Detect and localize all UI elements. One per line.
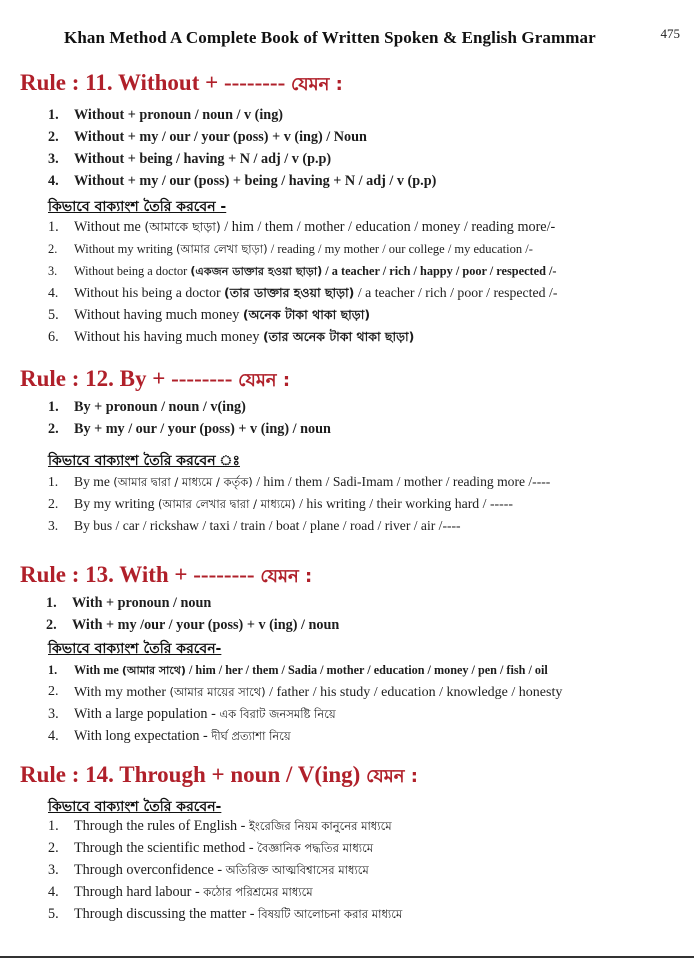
pattern-item: [48, 148, 436, 170]
pattern-text: By + my / our / your (poss) + v (ing) / noun: [74, 421, 331, 437]
item-number: 4.: [48, 173, 59, 189]
example-bn: ইংরেজির নিয়ম কানুনের মাধ্যমে: [248, 819, 392, 833]
rule-13-title: [20, 562, 312, 593]
rule-12-patterns: [48, 396, 331, 440]
example-en: Without his having much money: [74, 329, 263, 345]
example-item: [48, 282, 557, 304]
example-item: [48, 815, 402, 837]
example-bn: দীর্ঘ প্রত্যাশা নিয়ে: [211, 729, 291, 743]
example-bn: (আমার দ্বারা / মাধ্যমে / কর্তৃক): [113, 475, 253, 489]
example-en: By me: [74, 474, 114, 489]
example-bn: (আমার মায়ের সাথে): [169, 685, 266, 699]
pattern-text: Without + my / our / your (poss) + v (ing) / Noun: [74, 129, 367, 145]
pattern-item: [48, 170, 436, 192]
example-bn: (আমার লেখা ছাড়া): [175, 242, 268, 256]
item-number: 2.: [46, 617, 57, 633]
item-number: 2.: [48, 242, 58, 256]
example-item: [48, 903, 402, 925]
item-number: 1.: [48, 818, 59, 834]
example-en: With my mother: [74, 685, 170, 700]
item-number: 6.: [48, 329, 59, 345]
rule-13-examples: [48, 659, 562, 747]
example-en: Without having much money: [74, 307, 243, 323]
rule-13-patterns: [46, 592, 339, 636]
rule-13-title-text: Rule : 13. With + --------: [20, 562, 261, 587]
rule-13-title-bn: যেমন :: [260, 566, 313, 587]
example-bn: (একজন ডাক্তার হওয়া ছাড়া): [190, 265, 323, 278]
example-item: [48, 471, 550, 493]
example-tail: / him / her / them / Sadia / mother / education / money / pen / fish / oil: [185, 663, 548, 677]
pattern-item: [48, 418, 331, 440]
page-bottom-divider: [0, 956, 694, 958]
rule-11-subheading: কিভাবে বাক্যাংশ তৈরি করবেন -: [48, 199, 227, 215]
rule-14-subheading: কিভাবে বাক্যাংশ তৈরি করবেন-: [48, 799, 222, 815]
example-item: [48, 260, 557, 282]
example-item: [48, 703, 562, 725]
rule-12-title-text: Rule : 12. By + --------: [20, 366, 239, 391]
item-number: 2.: [48, 129, 59, 145]
example-item: [48, 681, 562, 703]
example-tail: / reading / my mother / our college / my education /-: [267, 242, 533, 256]
example-item: [48, 837, 402, 859]
item-number: 3.: [48, 706, 59, 722]
example-bn: কঠোর পরিশ্রমের মাধ্যমে: [203, 885, 313, 899]
item-number: 3.: [48, 862, 59, 878]
rule-14-title: [20, 762, 418, 793]
example-bn: অতিরিক্ত আত্মবিশ্বাসের মাধ্যমে: [225, 863, 369, 877]
item-number: 4.: [48, 884, 59, 900]
item-number: 4.: [48, 728, 59, 744]
example-en: By bus / car / rickshaw / taxi / train / boat / plane / road / river / air /----: [74, 518, 461, 533]
example-tail: / his writing / their working hard / -----: [295, 496, 513, 511]
pattern-text: With + my /our / your (poss) + v (ing) / noun: [72, 617, 340, 633]
item-number: 4.: [48, 285, 59, 300]
rule-14-title-bn: যেমন :: [366, 766, 418, 787]
rule-14-title-text: Rule : 14. Through + noun / V(ing): [20, 762, 367, 787]
example-en: With me: [74, 663, 122, 677]
rule-11-title: [20, 70, 343, 101]
item-number: 1.: [48, 399, 59, 415]
rule-13-subheading: কিভাবে বাক্যাংশ তৈরি করবেন-: [48, 641, 222, 657]
example-en: Without being a doctor: [74, 264, 191, 278]
example-item: [48, 238, 557, 260]
example-en: Through hard labour -: [74, 884, 204, 900]
pattern-text: By + pronoun / noun / v(ing): [74, 399, 246, 415]
pattern-item: [48, 396, 331, 418]
example-tail: / him / them / mother / education / money / reading more/-: [220, 219, 556, 235]
example-tail: / a teacher / rich / happy / poor / respected /-: [322, 264, 557, 278]
rule-14-examples: [48, 815, 402, 925]
rule-12-examples: [48, 471, 550, 537]
example-en: Without my writing: [74, 242, 176, 256]
item-number: 1.: [48, 474, 59, 489]
item-number: 2.: [48, 684, 59, 699]
item-number: 3.: [48, 264, 58, 278]
example-en: Through the scientific method -: [74, 840, 258, 856]
example-bn: (তার অনেক টাকা থাকা ছাড়া): [262, 329, 415, 344]
example-en: With a large population -: [74, 706, 220, 722]
item-number: 5.: [48, 906, 59, 922]
example-en: Through discussing the matter -: [74, 906, 259, 922]
example-item: [48, 515, 550, 537]
example-en: By my writing: [74, 496, 158, 511]
example-tail: / a teacher / rich / poor / respected /-: [354, 285, 558, 300]
example-tail: / father / his study / education / knowledge / honesty: [265, 685, 563, 700]
example-item: [48, 725, 562, 747]
example-en: Without his being a doctor: [74, 285, 225, 300]
item-number: 2.: [48, 840, 59, 856]
example-tail: / him / them / Sadi-Imam / mother / reading more /----: [252, 474, 551, 489]
rule-11-title-text: Rule : 11. Without + --------: [20, 70, 291, 95]
item-number: 3.: [48, 151, 59, 167]
pattern-item: [48, 104, 436, 126]
pattern-item: [46, 592, 339, 614]
example-bn: (তার ডাক্তার হওয়া ছাড়া): [224, 285, 355, 300]
example-item: [48, 859, 402, 881]
example-en: With long expectation -: [74, 728, 212, 744]
pattern-text: Without + pronoun / noun / v (ing): [74, 107, 284, 123]
example-item: [48, 493, 550, 515]
example-item: [48, 659, 562, 681]
example-bn: এক বিরাট জনসমষ্টি নিয়ে: [219, 707, 336, 721]
item-number: 2.: [48, 496, 59, 511]
example-item: [48, 304, 557, 326]
example-bn: বিষয়টি আলোচনা করার মাধ্যমে: [258, 907, 403, 921]
rule-11-title-bn: যেমন :: [290, 74, 343, 95]
rule-11-examples: [48, 216, 557, 348]
example-en: Through the rules of English -: [74, 818, 249, 834]
pattern-text: With + pronoun / noun: [72, 595, 212, 611]
example-item: [48, 216, 557, 238]
rule-12-subheading: কিভাবে বাক্যাংশ তৈরি করবেন ঃ: [48, 453, 240, 469]
item-number: 2.: [48, 421, 59, 437]
rule-11-patterns: [48, 104, 436, 192]
example-item: [48, 326, 557, 348]
example-bn: বৈজ্ঞানিক পদ্ধতির মাধ্যমে: [257, 841, 374, 855]
item-number: 1.: [48, 663, 58, 677]
page-number: 475: [660, 26, 680, 41]
running-header: Khan Method A Complete Book of Written Spoken & English Grammar: [64, 28, 596, 47]
pattern-text: Without + being / having + N / adj / v (p.p): [74, 151, 332, 167]
example-bn: (আমার লেখার দ্বারা / মাধ্যমে): [157, 497, 296, 511]
item-number: 1.: [48, 219, 59, 235]
example-en: Through overconfidence -: [74, 862, 226, 878]
rule-12-title-bn: যেমন :: [238, 370, 291, 391]
item-number: 1.: [48, 107, 59, 123]
example-bn: (আমার সাথে): [121, 664, 186, 677]
pattern-item: [48, 126, 436, 148]
example-en: Without me: [74, 219, 145, 235]
rule-12-title: [20, 366, 290, 397]
item-number: 3.: [48, 518, 59, 533]
item-number: 1.: [46, 595, 57, 611]
example-bn: (আমাকে ছাড়া): [144, 219, 221, 234]
item-number: 5.: [48, 307, 59, 323]
pattern-text: Without + my / our (poss) + being / having + N / adj / v (p.p): [74, 173, 437, 189]
example-bn: (অনেক টাকা থাকা ছাড়া): [242, 307, 371, 322]
pattern-item: [46, 614, 339, 636]
example-item: [48, 881, 402, 903]
